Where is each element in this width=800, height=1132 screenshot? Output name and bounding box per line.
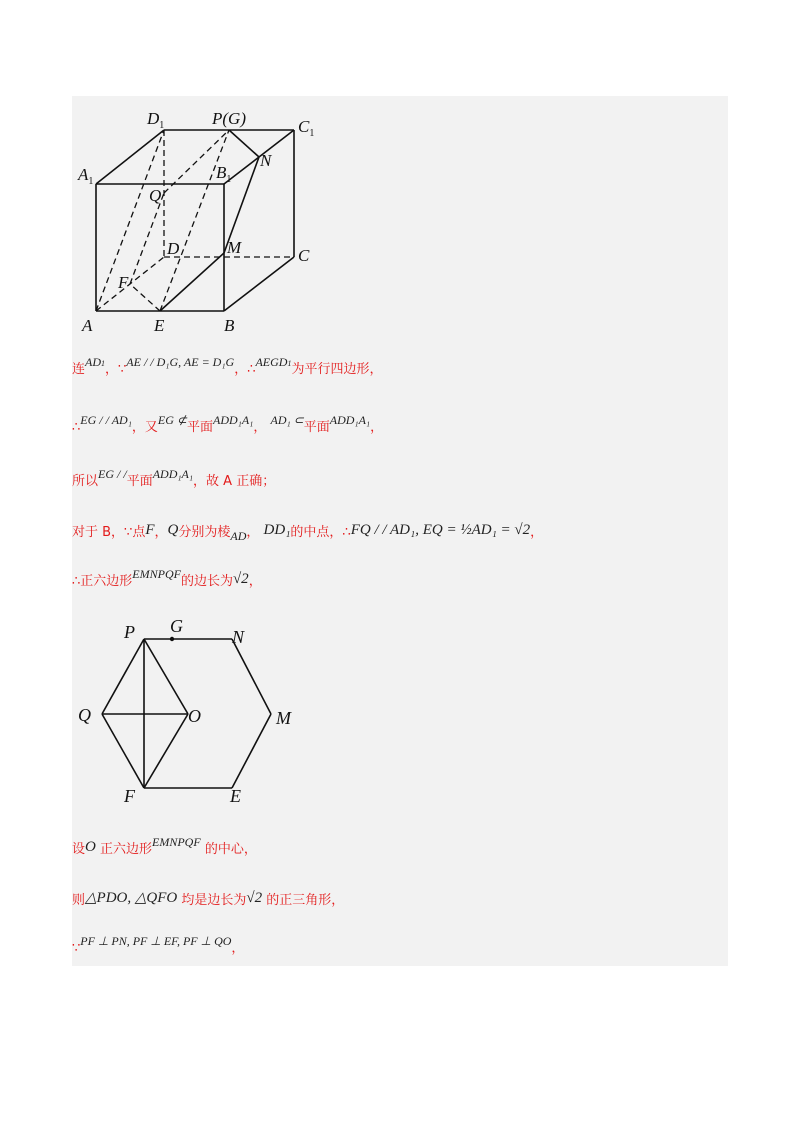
hex-label-g: G [170,616,183,636]
hex-label-p: P [124,622,135,642]
edge-bc [224,257,294,311]
line-1: 连$AD^1$，∵AE / / D₁G, AE = D₁G，∴AEGD$^1$为平行四边形， [72,355,383,377]
segment-po [144,639,188,714]
label-a: A [82,316,93,335]
label-q: Q [149,186,162,205]
line-3: 所以EG / /平面ADD₁A₁，故 A 正确； [72,467,276,489]
line-5: ∴正六边形EMNPQF的边长为√2， [72,567,262,589]
hex-side-fq [102,714,144,788]
hex-label-n: N [232,627,245,647]
label-d1: $D_1$ [147,109,165,131]
label-m: M [227,238,242,257]
segment-em [160,253,224,311]
segment-np [229,130,259,157]
hex-label-q: Q [78,705,91,725]
hex-label-m: M [276,708,291,728]
hex-side-qp [102,639,144,714]
label-n: N [260,151,272,170]
point-g [170,637,174,641]
line-2: ∴EG / / AD₁，又EG ⊄平面ADD₁A₁， AD₁ ⊂平面ADD₁A₁， [72,413,384,435]
label-b: B [224,316,235,335]
hex-label-o: O [188,706,201,726]
label-e: E [154,316,165,335]
label-f: F [118,273,129,292]
hexagon-figure [72,612,332,812]
hex-side-me [232,714,271,788]
hex-side-nm [232,639,271,714]
line-7: 则△PDO, △QFO 均是边长为√2 的正三角形， [72,890,345,908]
line-8: ∵PF ⊥ PN, PF ⊥ EF, PF ⊥ QO， [72,934,245,956]
label-p-g: P(G) [212,109,246,128]
label-b1: $B_1$ [216,163,232,185]
label-d: D [167,239,180,258]
cube-figure [72,100,332,340]
label-c1: $C_1$ [298,117,315,139]
line-4: 对于 B，∵点F，Q分别为棱AD， DD₁的中点，∴FQ / / AD₁, EQ = ½AD₁ = √2， [72,522,544,543]
hex-label-e: E [230,786,241,806]
segment-of [144,714,188,788]
segment-ef-hidden [130,284,160,311]
label-c: C [298,246,310,265]
line-6: 设O 正六边形EMNPQF 的中心， [72,835,257,857]
label-a1: $A_1$ [78,165,94,187]
segment-eg-hidden [160,130,232,311]
hex-label-f: F [124,786,135,806]
